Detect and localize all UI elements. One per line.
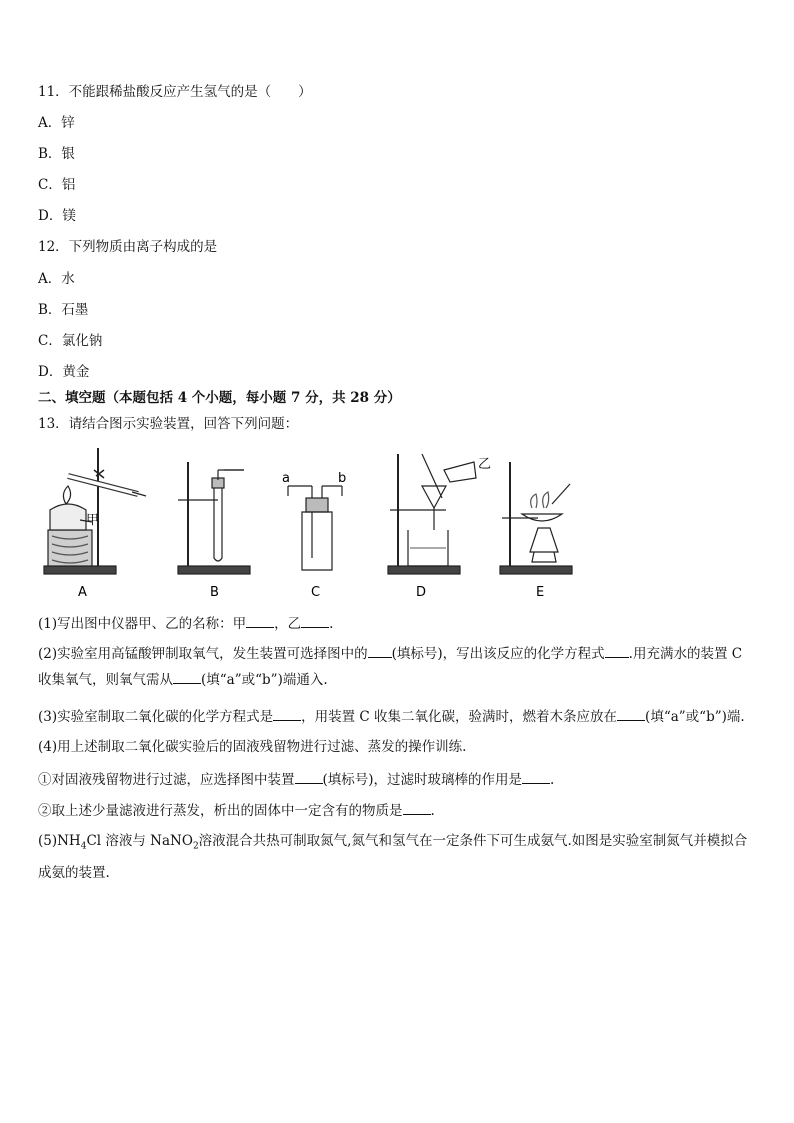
q13-part4b: ②取上述少量滤液进行蒸发，析出的固体中一定含有的物质是 . xyxy=(38,800,435,820)
section-heading: 二、填空题（本题包括 4 个小题，每小题 7 分，共 28 分） xyxy=(38,390,401,406)
q11-option-b: B．银 xyxy=(38,146,75,162)
blank-p3-equation[interactable] xyxy=(273,706,301,721)
blank-p4a-role[interactable] xyxy=(522,769,550,784)
q13-part3: (3)实验室制取二氧化碳的化学方程式是 ，用装置 C 收集二氧化碳，验满时，燃着木条应放在 (填“a”或“b”)端. xyxy=(38,706,745,726)
q13-part4: (4)用上述制取二氧化碳实验后的固液残留物进行过滤、蒸发的操作训练. xyxy=(38,739,467,755)
apparatus-d xyxy=(388,454,476,574)
q13-part1: (1)写出图中仪器甲、乙的名称：甲 ，乙 . xyxy=(38,613,333,633)
q13-stem: 13．请结合图示实验装置，回答下列问题： xyxy=(38,416,299,432)
q11-option-c: C．铝 xyxy=(38,177,76,193)
label-b: B xyxy=(210,585,219,600)
apparatus-e xyxy=(500,462,572,574)
q13-part5: $(5)NH_4Cl$ 溶液与 NaNO$_2$溶液混合共热可制取氮气,氮气和氢气在一定条件下可生成氨气.如图是实验室制氮气并模拟合成氨的装置. xyxy=(38,833,748,881)
label-yi: 乙 xyxy=(478,457,492,472)
q11-option-d: D．镁 xyxy=(38,208,76,224)
apparatus-figure xyxy=(38,448,598,608)
q13-part2: (2)实验室用高锰酸钾制取氧气，发生装置可选择图中的 (填标号)，写出该反应的化学方程式 .用充满水的装置 C 收集氧气，则氧气需从 (填“a”或“b”)端通入. xyxy=(38,641,758,693)
q11-option-a: A．锌 xyxy=(38,115,75,131)
blank-p4a-device[interactable] xyxy=(295,769,323,784)
blank-p3-port[interactable] xyxy=(617,706,645,721)
label-e: E xyxy=(536,585,545,600)
blank-p4b-substance[interactable] xyxy=(403,800,431,815)
q12-option-a: A．水 xyxy=(38,271,75,287)
blank-yi[interactable] xyxy=(301,613,329,628)
q11-stem: 11．不能跟稀盐酸反应产生氢气的是（ ） xyxy=(38,84,312,100)
q12-option-b: B．石墨 xyxy=(38,302,89,318)
label-a: A xyxy=(78,585,87,600)
blank-jia[interactable] xyxy=(246,613,274,628)
label-jia: 甲 xyxy=(86,513,100,528)
label-port-a: a xyxy=(282,471,290,486)
q12-option-d: D．黄金 xyxy=(38,364,90,380)
apparatus-drawing xyxy=(38,448,598,608)
label-d: D xyxy=(416,585,427,600)
q13-part4a: ①对固液残留物进行过滤，应选择图中装置 (填标号)，过滤时玻璃棒的作用是 . xyxy=(38,769,554,789)
label-c: C xyxy=(311,585,321,600)
blank-p2-device[interactable] xyxy=(368,643,392,658)
apparatus-c xyxy=(288,486,342,570)
q12-stem: 12．下列物质由离子构成的是 xyxy=(38,239,218,255)
apparatus-b xyxy=(178,462,250,574)
q12-option-c: C．氯化钠 xyxy=(38,333,103,349)
apparatus-a xyxy=(44,448,146,574)
blank-p2-port[interactable] xyxy=(173,669,201,684)
label-port-b: b xyxy=(338,471,347,486)
blank-p2-equation[interactable] xyxy=(605,643,629,658)
